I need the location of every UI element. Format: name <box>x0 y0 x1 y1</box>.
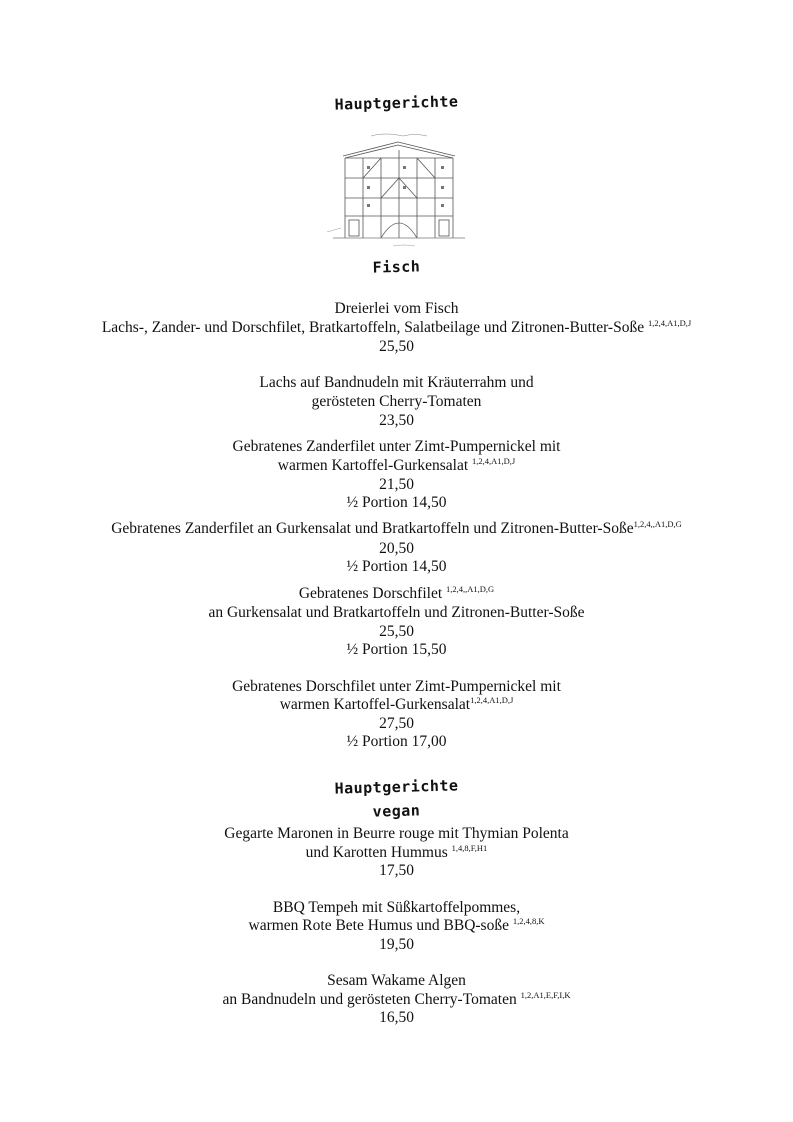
fish-item-1-name: Dreierlei vom Fisch <box>334 300 459 317</box>
fish-item-2-price: 23,50 <box>379 412 414 429</box>
vegan-item-1-desc: und Karotten Hummus $^{1,4,8,F,H1}$ <box>305 843 488 861</box>
allergen-code: 1,2,4,A1,D,J <box>470 695 514 705</box>
vegan-item-3-name: Sesam Wakame Algen <box>327 972 466 989</box>
fish-heading: Fisch <box>372 257 421 277</box>
fish-item-6-desc: warmen Kartoffel-Gurkensalat$^{1,2,4,A1,D,J}$ <box>279 695 514 713</box>
vegan-item-3-desc: an Bandnudeln und gerösteten Cherry-Tomaten $^{1,2,A1,E,F,I,K}$ <box>222 990 571 1008</box>
building-sketch-icon <box>323 128 473 256</box>
fish-item-4-name: Gebratenes Zanderfilet an Gurkensalat und Bratkartoffeln und Zitronen-Butter-Soße$^{1,2,4,,A1,D,G}$ <box>111 519 682 537</box>
fish-item-3-price: 21,50 <box>379 476 414 493</box>
allergen-code: 1,2,4,,A1,D,G <box>633 519 682 529</box>
fish-item-3-desc: warmen Kartoffel-Gurkensalat $^{1,2,4,A1,D,J}$ <box>277 456 516 474</box>
vegan-heading-line-2: vegan <box>372 801 421 821</box>
fish-item-5-half: ½ Portion 15,50 <box>346 641 447 658</box>
allergen-code: 1,2,A1,E,F,I,K <box>520 990 571 1000</box>
fish-item-1-price: 25,50 <box>379 338 414 355</box>
allergen-code: 1,4,8,F,H1 <box>451 843 488 853</box>
vegan-heading-line-1: Hauptgerichte <box>334 776 459 798</box>
main-heading: Hauptgerichte <box>334 92 459 114</box>
vegan-item-2-desc: warmen Rote Bete Humus und BBQ-soße $^{1,2,4,8,K}$ <box>248 916 545 934</box>
fish-item-4-price: 20,50 <box>379 540 414 557</box>
fish-item-6-name: Gebratenes Dorschfilet unter Zimt-Pumpernickel mit <box>232 678 561 695</box>
vegan-item-2-price: 19,50 <box>379 936 414 953</box>
vegan-item-2-name: BBQ Tempeh mit Süßkartoffelpommes, <box>272 899 521 916</box>
fish-item-2-name: Lachs auf Bandnudeln mit Kräuterrahm und <box>259 374 534 391</box>
allergen-code: 1,2,4,8,K <box>512 916 545 926</box>
vegan-item-1-price: 17,50 <box>379 862 414 879</box>
fish-item-4-half: ½ Portion 14,50 <box>346 558 447 575</box>
fish-item-5-price: 25,50 <box>379 623 414 640</box>
allergen-code: 1,2,4,A1,D,J <box>647 318 692 328</box>
vegan-item-3-price: 16,50 <box>379 1009 414 1026</box>
fish-item-1-desc: Lachs-, Zander- und Dorschfilet, Bratkartoffeln, Salatbeilage und Zitronen-Butter-Soße $^{1,2,4,A1,D,J}$ <box>101 318 692 336</box>
fish-item-5-desc: an Gurkensalat und Bratkartoffeln und Zitronen-Butter-Soße <box>208 604 585 621</box>
fish-item-6-half: ½ Portion 17,00 <box>346 733 447 750</box>
vegan-item-1-name: Gegarte Maronen in Beurre rouge mit Thymian Polenta <box>224 825 569 842</box>
fish-item-6-price: 27,50 <box>379 715 414 732</box>
fish-item-5-name: Gebratenes Dorschfilet $^{1,2,4,,A1,D,G}$ <box>298 584 495 602</box>
allergen-code: 1,2,4,,A1,D,G <box>446 584 495 594</box>
fish-item-3-name: Gebratenes Zanderfilet unter Zimt-Pumpernickel mit <box>232 438 561 455</box>
fish-item-3-half: ½ Portion 14,50 <box>346 494 447 511</box>
fish-item-2-desc: gerösteten Cherry-Tomaten <box>311 393 482 410</box>
allergen-code: 1,2,4,A1,D,J <box>472 456 516 466</box>
